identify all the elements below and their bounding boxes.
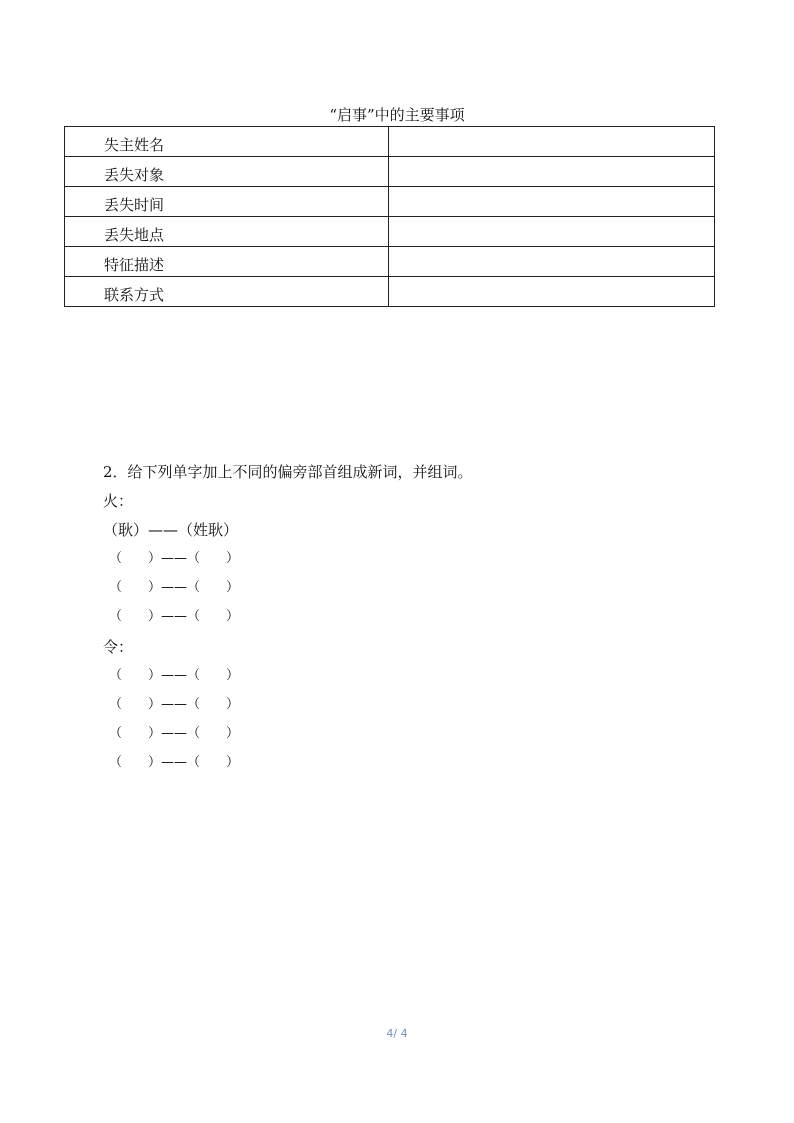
answer-blank-line[interactable]: （ ）——（ ）: [109, 668, 240, 683]
row-label: 特征描述: [65, 247, 389, 277]
table-row: [65, 127, 715, 157]
question-2-title: [103, 461, 473, 483]
answer-blank-line[interactable]: （ ）——（ ）: [109, 726, 240, 741]
table-row: [65, 187, 715, 217]
table-title: “启事”中的主要事项: [329, 106, 465, 124]
row-value: [389, 247, 715, 277]
group-char-label: 火：: [103, 492, 134, 510]
group-char-label: 令：: [103, 638, 134, 656]
row-label: 丢失对象: [65, 157, 389, 187]
row-label: 联系方式: [65, 277, 389, 307]
example-line: （耿）——（姓耿）: [103, 521, 239, 539]
answer-blank-line[interactable]: （ ）——（ ）: [109, 697, 240, 712]
row-label: 丢失地点: [65, 217, 389, 247]
question-number: 2．: [103, 463, 128, 481]
table-row: [65, 247, 715, 277]
question-text: 给下列单字加上不同的偏旁部首组成新词，并组词。: [127, 463, 473, 481]
answer-blank-line[interactable]: （ ）——（ ）: [109, 551, 240, 566]
row-value: [389, 217, 715, 247]
row-label: 丢失时间: [65, 187, 389, 217]
notice-items-table: [64, 126, 715, 307]
answer-blank-line[interactable]: （ ）——（ ）: [109, 580, 240, 595]
answer-blank-line[interactable]: （ ）——（ ）: [109, 609, 240, 624]
row-value: [389, 127, 715, 157]
page-number: 4/ 4: [386, 1027, 408, 1040]
row-label: 失主姓名: [65, 127, 389, 157]
answer-blank-line[interactable]: （ ）——（ ）: [109, 755, 240, 770]
table-row: [65, 217, 715, 247]
row-value: [389, 277, 715, 307]
table-row: [65, 157, 715, 187]
table-row: [65, 277, 715, 307]
row-value: [389, 157, 715, 187]
row-value: [389, 187, 715, 217]
